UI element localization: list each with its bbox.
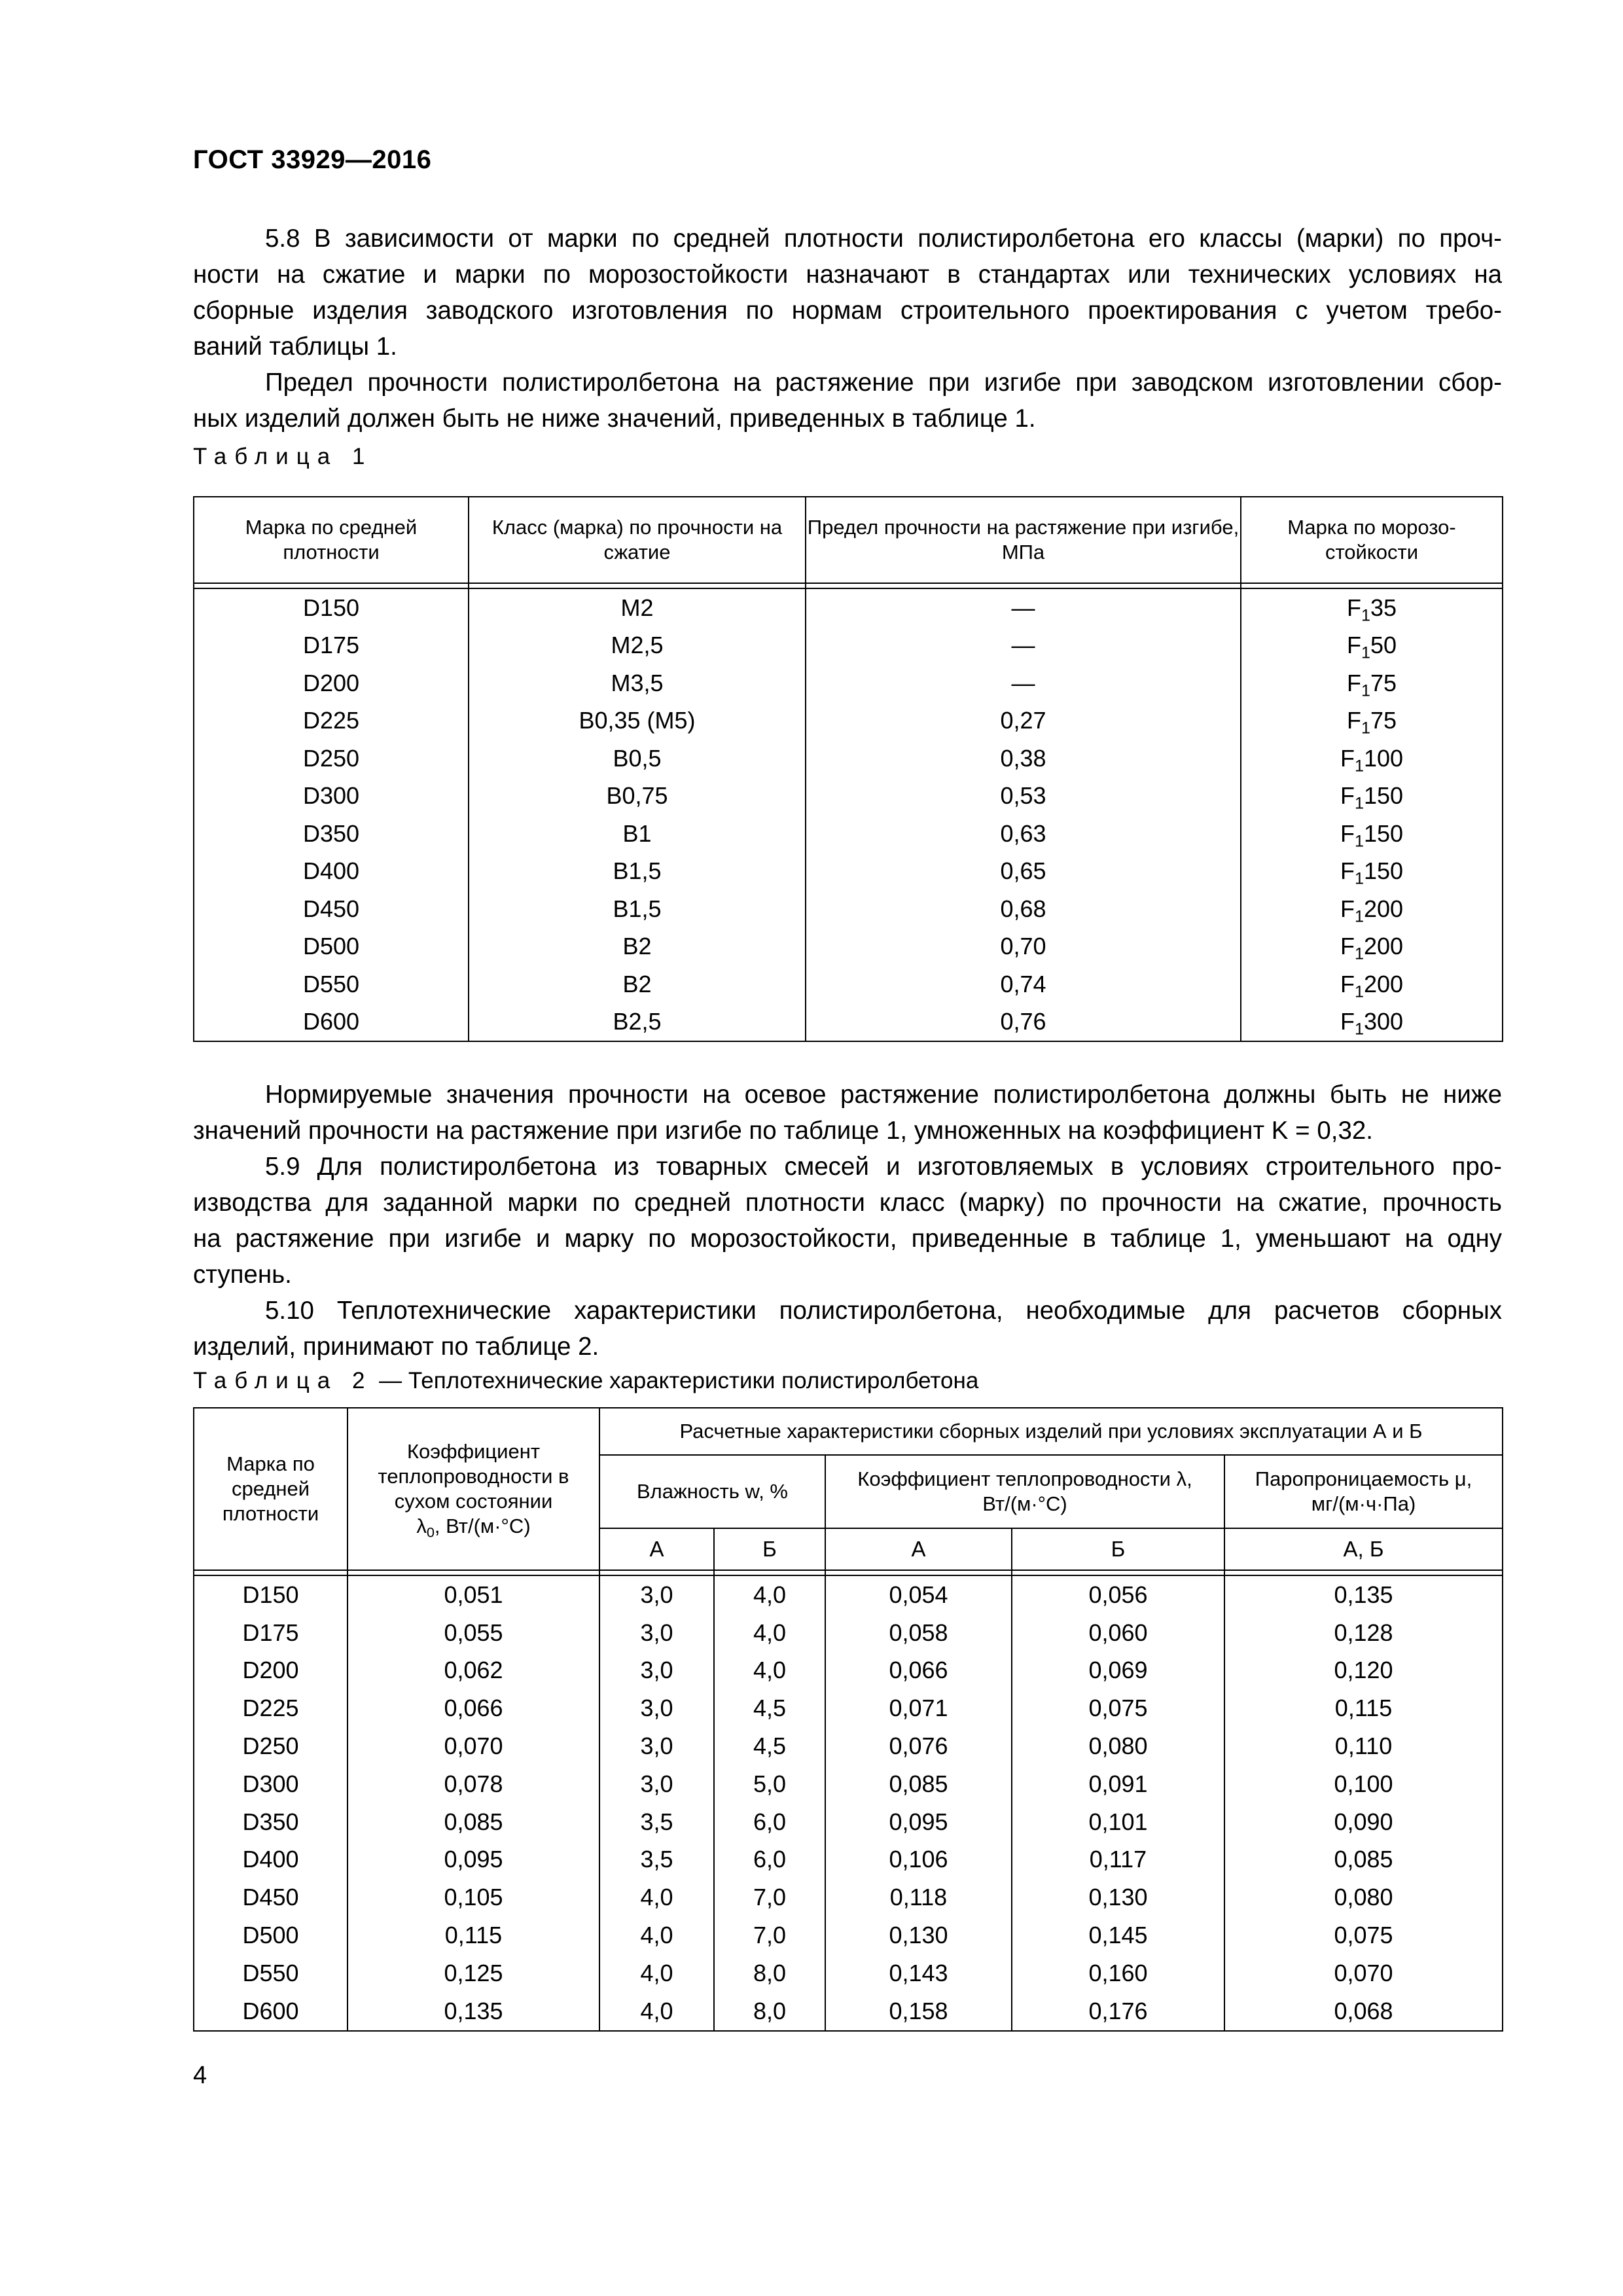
table2-cell: 0,130: [825, 1916, 1012, 1954]
table1-cell: —: [806, 664, 1241, 702]
table1-cell: D600: [194, 1003, 469, 1042]
p58-line-3: сборные изделия заводского изготовления по нормам строительного проектирования с учетом требо-: [193, 296, 1502, 325]
table1-cell-frost: [1241, 853, 1503, 891]
table2-cell: 0,118: [825, 1878, 1012, 1916]
table1-header-strength-class: Класс (марка) по прочности на сжатие: [469, 497, 806, 583]
table2-cell: 4,0: [714, 1614, 825, 1652]
frost-subscript: 1: [1354, 982, 1364, 1001]
frost-letter: F: [1346, 594, 1361, 621]
frost-letter: F: [1340, 895, 1355, 922]
table1-cell-frost: [1241, 928, 1503, 966]
table2-cell: 0,101: [1012, 1803, 1224, 1841]
table2-cell: 8,0: [714, 1992, 825, 2031]
table2-cell: 4,0: [599, 1878, 714, 1916]
frost-value: 75: [1370, 707, 1397, 734]
table-row: [194, 1575, 1503, 1614]
lambda-unit: , Вт/(м·°С): [434, 1515, 531, 1537]
table1-cell: D450: [194, 890, 469, 928]
table-row: [194, 1992, 1503, 2031]
table2-cell: 4,0: [714, 1652, 825, 1690]
table2-cell: D450: [194, 1878, 348, 1916]
table2-caption-text: — Теплотехнические характеристики полистиролбетона: [372, 1368, 979, 1393]
table2-sub-b: Б: [714, 1528, 825, 1570]
table1-cell-frost: [1241, 627, 1503, 665]
table-row: [194, 928, 1503, 966]
table2-cell: 0,105: [348, 1878, 599, 1916]
frost-letter: F: [1340, 1008, 1355, 1035]
table2-cell: 0,095: [825, 1803, 1012, 1841]
table2-cell: D175: [194, 1614, 348, 1652]
table2-cell: 0,058: [825, 1614, 1012, 1652]
table2-cell: 4,0: [714, 1575, 825, 1614]
table2-cell: 0,075: [1224, 1916, 1503, 1954]
frost-value: 200: [1363, 970, 1404, 997]
table2-cell: 0,070: [348, 1727, 599, 1765]
table1-cell: B0,75: [469, 778, 806, 816]
frost-subscript: 1: [1361, 643, 1370, 662]
table2-cell: 0,076: [825, 1727, 1012, 1765]
table2-cell: D150: [194, 1575, 348, 1614]
table1-cell: 0,74: [806, 965, 1241, 1003]
table2-cell: 0,069: [1012, 1652, 1224, 1690]
table-row: [194, 627, 1503, 665]
table2-cell: 6,0: [714, 1803, 825, 1841]
table2-cell: 0,071: [825, 1689, 1012, 1727]
frost-subscript: 1: [1354, 869, 1364, 888]
table-1: [193, 496, 1503, 1042]
table1-header-frost: Марка по морозо-стойкости: [1241, 497, 1503, 583]
table-row: [194, 740, 1503, 778]
table1-cell: D150: [194, 588, 469, 627]
table-row: [194, 1803, 1503, 1841]
table1-cell: B1: [469, 815, 806, 853]
table2-cell: 0,055: [348, 1614, 599, 1652]
table-row: [194, 815, 1503, 853]
frost-subscript: 1: [1361, 681, 1370, 700]
table1-cell: D350: [194, 815, 469, 853]
frost-letter: F: [1340, 970, 1355, 997]
table1-cell: D225: [194, 702, 469, 740]
table2-cell: 4,5: [714, 1727, 825, 1765]
table2-cell: 0,066: [825, 1652, 1012, 1690]
table-row: [194, 1878, 1503, 1916]
table1-cell: M2,5: [469, 627, 806, 665]
table2-cell: 0,056: [1012, 1575, 1224, 1614]
table1-cell: B0,35 (M5): [469, 702, 806, 740]
table1-cell: —: [806, 588, 1241, 627]
table1-cell: —: [806, 627, 1241, 665]
table1-cell: D175: [194, 627, 469, 665]
frost-value: 150: [1363, 857, 1404, 885]
table2-cell: 0,078: [348, 1765, 599, 1803]
table1-cell-frost: [1241, 1003, 1503, 1042]
table2-caption: [193, 1368, 978, 1394]
table1-cell: D300: [194, 778, 469, 816]
table2-cell: 0,125: [348, 1954, 599, 1992]
table1-cell-frost: [1241, 588, 1503, 627]
table1-cell: M3,5: [469, 664, 806, 702]
table-row: [194, 1689, 1503, 1727]
table2-sub-b2: Б: [1012, 1528, 1224, 1570]
frost-value: 50: [1370, 632, 1397, 659]
table2-cell: 6,0: [714, 1841, 825, 1879]
table2-cell: D200: [194, 1652, 348, 1690]
table2-header-dry-conductivity: [348, 1408, 599, 1570]
table2-header-dry-conductivity-text: Коэффициент теплопроводности в сухом состоянии: [378, 1440, 569, 1513]
table2-caption-label: Таблица 2: [193, 1368, 373, 1393]
frost-subscript: 1: [1354, 907, 1364, 926]
table2-cell: 3,0: [599, 1689, 714, 1727]
table-row: [194, 890, 1503, 928]
table2-cell: D400: [194, 1841, 348, 1879]
lambda-subscript: 0: [426, 1524, 435, 1541]
p-norm-line-1: Нормируемые значения прочности на осевое растяжение полистиролбетона должны быть не ниже: [265, 1081, 1502, 1109]
frost-subscript: 1: [1354, 794, 1364, 813]
table2-cell: D250: [194, 1727, 348, 1765]
frost-letter: F: [1346, 632, 1361, 659]
table1-cell: 0,27: [806, 702, 1241, 740]
table2-cell: 0,075: [1012, 1689, 1224, 1727]
table-row: [194, 778, 1503, 816]
p59-line-1: 5.9 Для полистиролбетона из товарных смесей и изготовляемых в условиях строительного про-: [265, 1153, 1502, 1181]
table1-cell-frost: [1241, 740, 1503, 778]
frost-subscript: 1: [1354, 1020, 1364, 1039]
table1-caption: Таблица 1: [193, 444, 373, 469]
table2-cell: 0,090: [1224, 1803, 1503, 1841]
table1-cell: D200: [194, 664, 469, 702]
table-row: [194, 1003, 1503, 1042]
table2-cell: D500: [194, 1916, 348, 1954]
frost-subscript: 1: [1354, 757, 1364, 776]
table1-cell: M2: [469, 588, 806, 627]
table2-sub-a2: А: [825, 1528, 1012, 1570]
table2-cell: 0,115: [1224, 1689, 1503, 1727]
table1-cell: 0,63: [806, 815, 1241, 853]
table2-cell: 3,5: [599, 1841, 714, 1879]
table2-cell: 0,160: [1012, 1954, 1224, 1992]
table2-cell: 0,158: [825, 1992, 1012, 2031]
table2-cell: 8,0: [714, 1954, 825, 1992]
frost-letter: F: [1340, 744, 1355, 772]
table2-cell: 3,0: [599, 1727, 714, 1765]
frost-value: 150: [1363, 819, 1404, 847]
table2-cell: 0,130: [1012, 1878, 1224, 1916]
table-2: [193, 1407, 1503, 2032]
table1-cell-frost: [1241, 890, 1503, 928]
frost-subscript: 1: [1354, 832, 1364, 851]
table2-cell: 0,085: [1224, 1841, 1503, 1879]
table2-cell: 0,135: [348, 1992, 599, 2031]
table2-header-humidity: Влажность w, %: [599, 1455, 825, 1528]
frost-letter: F: [1340, 933, 1355, 960]
page-number: 4: [193, 2062, 207, 2089]
table-row: [194, 1954, 1503, 1992]
table2-cell: 4,0: [599, 1954, 714, 1992]
table2-cell: 3,0: [599, 1652, 714, 1690]
table2-cell: 4,5: [714, 1689, 825, 1727]
p58-line-4: ваний таблицы 1.: [193, 332, 397, 361]
table1-cell-frost: [1241, 965, 1503, 1003]
table2-cell: 4,0: [599, 1916, 714, 1954]
table1-cell-frost: [1241, 815, 1503, 853]
table2-cell: 3,5: [599, 1803, 714, 1841]
table1-cell: B2,5: [469, 1003, 806, 1042]
table1-cell-frost: [1241, 702, 1503, 740]
frost-value: 200: [1363, 895, 1404, 922]
p58-line-2: ности на сжатие и марки по морозостойкости назначают в стандартах или технических условиях на: [193, 260, 1502, 289]
table2-cell: 0,143: [825, 1954, 1012, 1992]
table1-cell: 0,68: [806, 890, 1241, 928]
table1-cell: 0,53: [806, 778, 1241, 816]
table2-cell: 0,080: [1224, 1878, 1503, 1916]
frost-value: 75: [1370, 669, 1397, 696]
table2-cell: D600: [194, 1992, 348, 2031]
table2-header-density: Марка по средней плотности: [194, 1408, 348, 1570]
table1-cell: B1,5: [469, 890, 806, 928]
p58b-line-2: ных изделий должен быть не ниже значений, приведенных в таблице 1.: [193, 404, 1036, 433]
table2-cell: 0,176: [1012, 1992, 1224, 2031]
frost-value: 200: [1363, 933, 1404, 960]
table-row: [194, 965, 1503, 1003]
p59-line-3: на растяжение при изгибе и марку по морозостойкости, приведенные в таблице 1, уменьшают на одну: [193, 1225, 1502, 1253]
table-row: [194, 1614, 1503, 1652]
table2-cell: 0,085: [348, 1803, 599, 1841]
table2-cell: 3,0: [599, 1575, 714, 1614]
table2-cell: 0,085: [825, 1765, 1012, 1803]
p59-line-2: изводства для заданной марки по средней плотности класс (марку) по прочности на сжатие, прочность: [193, 1189, 1502, 1217]
frost-letter: F: [1340, 857, 1355, 885]
table2-sub-a: А: [599, 1528, 714, 1570]
table2-cell: 0,115: [348, 1916, 599, 1954]
p510-line-2: изделий, принимают по таблице 2.: [193, 1333, 599, 1361]
frost-subscript: 1: [1361, 719, 1370, 738]
table-row: [194, 702, 1503, 740]
table1-cell: B1,5: [469, 853, 806, 891]
frost-value: 35: [1370, 594, 1397, 621]
table-row: [194, 1841, 1503, 1879]
table2-cell: D300: [194, 1765, 348, 1803]
frost-letter: F: [1340, 782, 1355, 810]
table2-cell: 0,110: [1224, 1727, 1503, 1765]
table1-cell: 0,76: [806, 1003, 1241, 1042]
table2-cell: 7,0: [714, 1878, 825, 1916]
table2-cell: 7,0: [714, 1916, 825, 1954]
table2-cell: 0,066: [348, 1689, 599, 1727]
table-row: [194, 1916, 1503, 1954]
table2-cell: D225: [194, 1689, 348, 1727]
table1-cell: 0,38: [806, 740, 1241, 778]
lambda-symbol: λ: [416, 1515, 427, 1537]
frost-subscript: 1: [1361, 606, 1370, 625]
table1-cell-frost: [1241, 664, 1503, 702]
frost-value: 100: [1363, 744, 1404, 772]
frost-value: 150: [1363, 782, 1404, 810]
table1-cell: 0,70: [806, 928, 1241, 966]
table2-cell: 4,0: [599, 1992, 714, 2031]
table2-header-group: Расчетные характеристики сборных изделий при условиях эксплуатации А и Б: [599, 1408, 1503, 1455]
table-row: [194, 664, 1503, 702]
frost-value: 300: [1363, 1008, 1404, 1035]
table2-cell: 0,100: [1224, 1765, 1503, 1803]
p58-line-1: 5.8 В зависимости от марки по средней плотности полистиролбетона его классы (марки) по проч-: [265, 224, 1502, 253]
table1-cell: B2: [469, 928, 806, 966]
table-row: [194, 588, 1503, 627]
frost-subscript: 1: [1354, 944, 1364, 963]
table2-cell: 0,106: [825, 1841, 1012, 1879]
table1-cell: D550: [194, 965, 469, 1003]
document-header: ГОСТ 33929—2016: [193, 145, 432, 174]
table1-cell: D500: [194, 928, 469, 966]
table2-cell: 0,128: [1224, 1614, 1503, 1652]
table2-cell: 0,051: [348, 1575, 599, 1614]
table2-cell: 0,145: [1012, 1916, 1224, 1954]
table2-cell: 0,062: [348, 1652, 599, 1690]
table2-sub-ab: А, Б: [1224, 1528, 1503, 1570]
table2-cell: 0,117: [1012, 1841, 1224, 1879]
table-row: [194, 1652, 1503, 1690]
frost-letter: F: [1340, 819, 1355, 847]
table2-cell: 0,091: [1012, 1765, 1224, 1803]
frost-letter: F: [1346, 669, 1361, 696]
table1-cell-frost: [1241, 778, 1503, 816]
table2-cell: 0,120: [1224, 1652, 1503, 1690]
table2-body: [194, 1575, 1503, 2031]
table2-cell: 0,080: [1012, 1727, 1224, 1765]
table1-body: [194, 588, 1503, 1041]
table1-cell: B2: [469, 965, 806, 1003]
table2-cell: 0,095: [348, 1841, 599, 1879]
table2-cell: 3,0: [599, 1765, 714, 1803]
table2-cell: 5,0: [714, 1765, 825, 1803]
table2-cell: 3,0: [599, 1614, 714, 1652]
table1-cell: B0,5: [469, 740, 806, 778]
table1-cell: 0,65: [806, 853, 1241, 891]
table2-cell: 0,135: [1224, 1575, 1503, 1614]
table2-cell: 0,070: [1224, 1954, 1503, 1992]
p510-line-1: 5.10 Теплотехнические характеристики полистиролбетона, необходимые для расчетов сборных: [265, 1297, 1502, 1325]
table2-cell: 0,068: [1224, 1992, 1503, 2031]
table2-header-vapor: Паропроницаемость μ, мг/(м·ч·Па): [1224, 1455, 1503, 1528]
table-row: [194, 1727, 1503, 1765]
table-row: [194, 853, 1503, 891]
p58b-line-1: Предел прочности полистиролбетона на растяжение при изгибе при заводском изготовлении сбор-: [265, 368, 1502, 397]
frost-letter: F: [1346, 707, 1361, 734]
p59-line-4: ступень.: [193, 1261, 292, 1289]
table2-cell: 0,060: [1012, 1614, 1224, 1652]
table2-header-conductivity: Коэффициент теплопроводности λ, Вт/(м·°С): [825, 1455, 1224, 1528]
table1-header-tensile: Предел прочности на растяжение при изгибе, МПа: [806, 497, 1241, 583]
table-row: [194, 1765, 1503, 1803]
table1-cell: D400: [194, 853, 469, 891]
table2-cell: 0,054: [825, 1575, 1012, 1614]
table2-cell: D350: [194, 1803, 348, 1841]
table1-cell: D250: [194, 740, 469, 778]
table1-header-density: Марка по средней плотности: [194, 497, 469, 583]
table2-cell: D550: [194, 1954, 348, 1992]
p-norm-line-2: значений прочности на растяжение при изгибе по таблице 1, умноженных на коэффициент K = 0,32.: [193, 1117, 1373, 1145]
